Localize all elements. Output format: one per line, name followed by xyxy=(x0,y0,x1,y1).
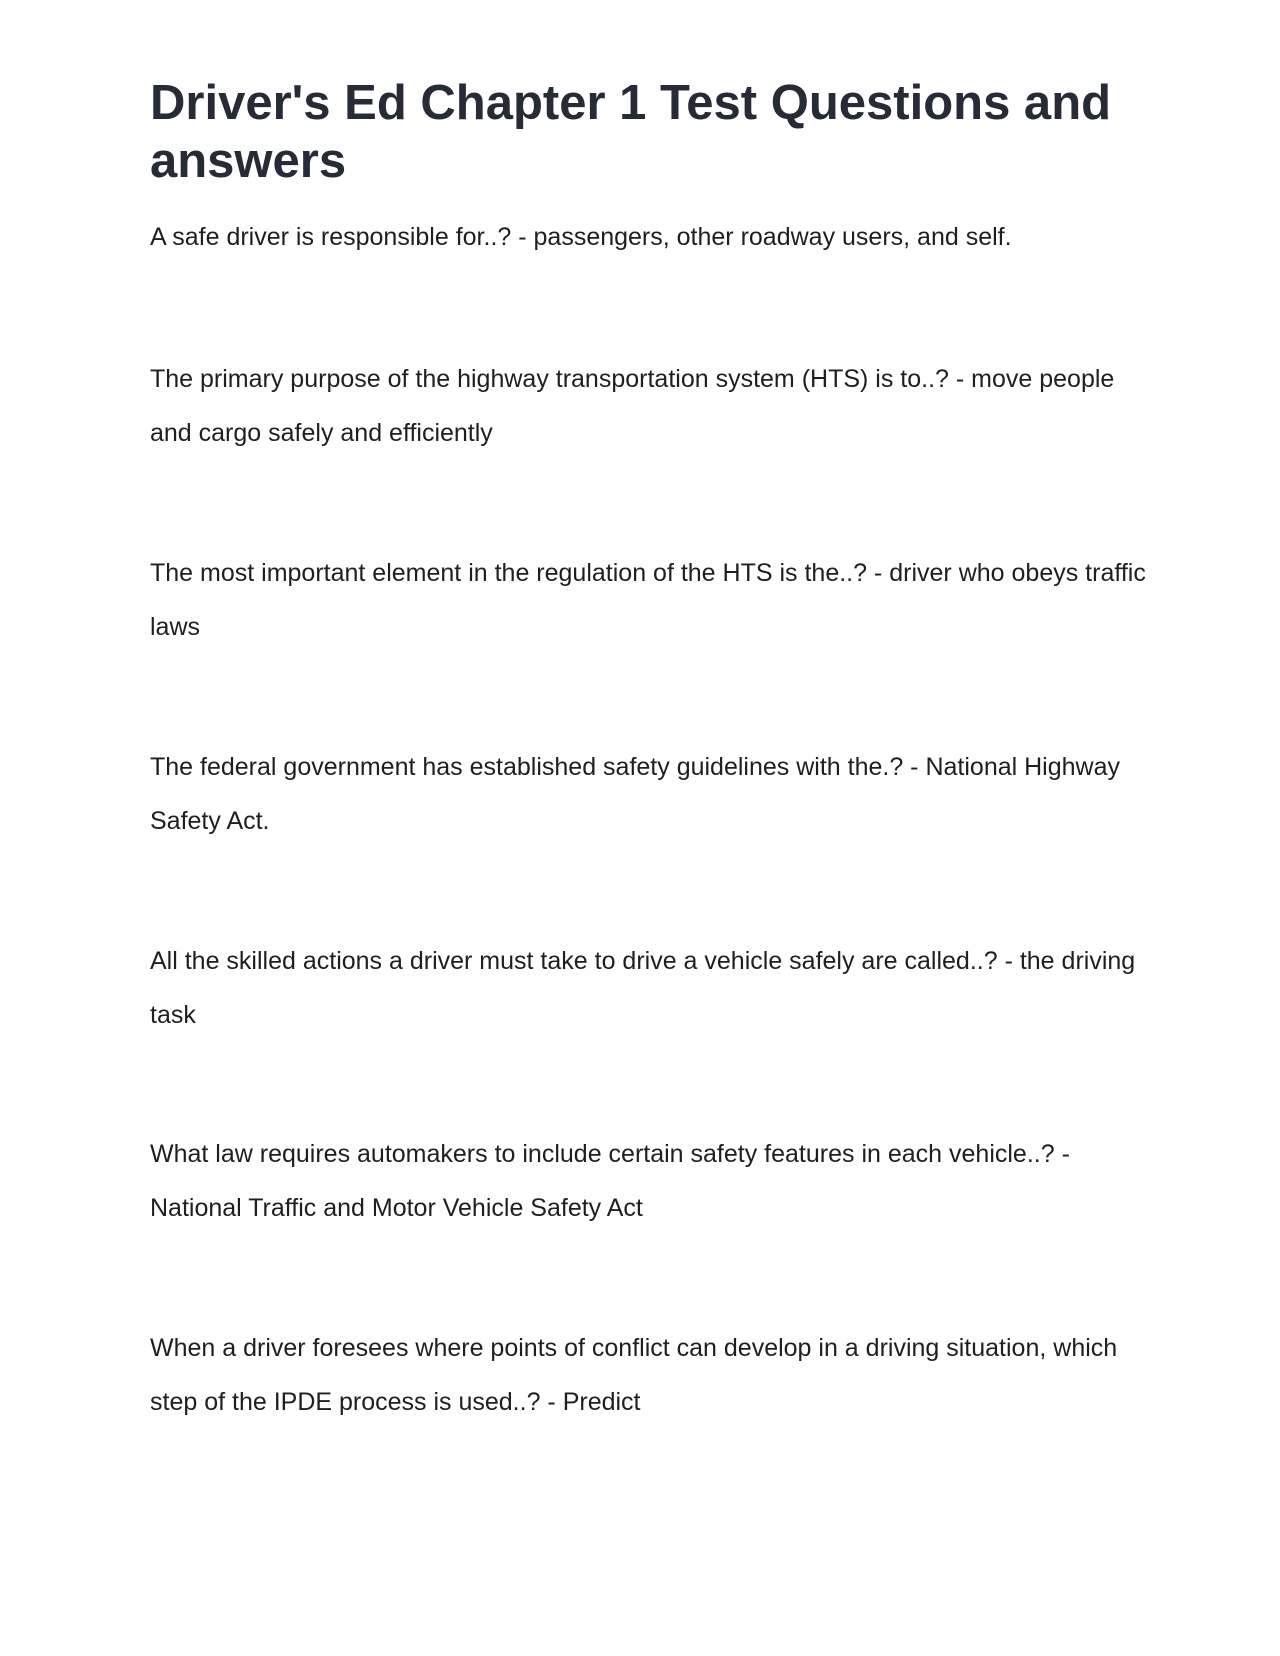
qa-item: All the skilled actions a driver must take to drive a vehicle safely are called..? - the driving task xyxy=(150,947,1136,1029)
qa-item: The primary purpose of the highway transportation system (HTS) is to..? - move people and cargo safely and efficiently xyxy=(150,365,1115,447)
qa-item: What law requires automakers to include certain safety features in each vehicle..? - National Traffic and Motor Vehicle Safety Act xyxy=(150,1140,1070,1222)
qa-item: The federal government has established safety guidelines with the.? - National Highway Safety Act. xyxy=(150,753,1120,835)
qa-item: When a driver foresees where points of conflict can develop in a driving situation, which step of the IPDE process is used..? - Predict xyxy=(150,1334,1118,1416)
qa-item: A safe driver is responsible for..? - passengers, other roadway users, and self. xyxy=(150,223,1012,251)
document-title: Driver's Ed Chapter 1 Test Questions and answers xyxy=(150,76,1112,188)
qa-item: The most important element in the regulation of the HTS is the..? - driver who obeys traffic laws xyxy=(150,559,1146,641)
